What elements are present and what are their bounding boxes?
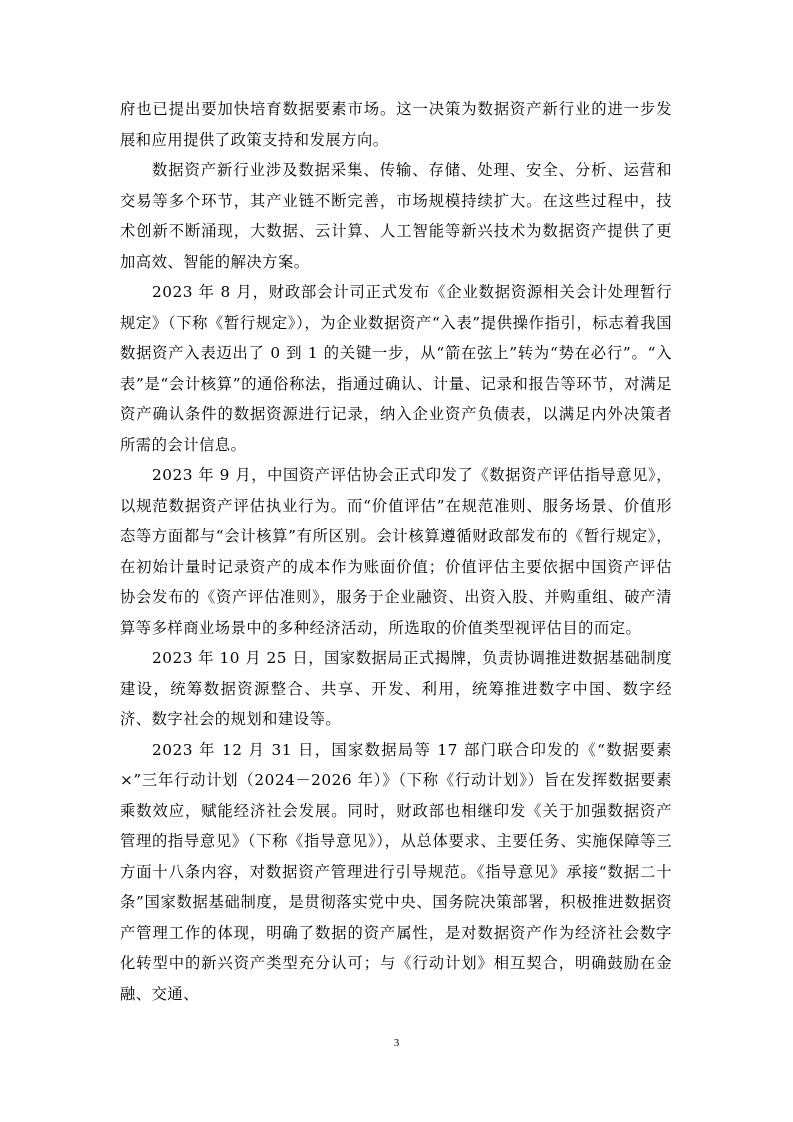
paragraph-valuation-guidance: 2023 年 9 月，中国资产评估协会正式印发了《数据资产评估指导意见》，以规范数据资产评估执业行为。而“价值评估”在规范准则、服务场景、价值形态等方面都与“会计核算”有所区别。会计核算遵循财政部发布的《暂行规定》，在初始计量时记录资产的成本作为账面价值；价值评估主要依据中国资产评估协会发布的《资产评估准则》，服务于企业融资、出资入股、并购重组、破产清算等多样商业场景中的多种经济活动，所选取的价值类型视评估目的而定。 [120, 466, 672, 637]
paragraph-action-plan: 2023 年 12 月 31 日，国家数据局等 17 部门联合印发的《“数据要素×”三年行动计划（2024－2026 年）》（下称《行动计划》）旨在发挥数据要素乘数效应，赋能经济社会发展。同时，财政部也相继印发《关于加强数据资产管理的指导意见》（下称《指导意见》），从总体要求、主要任务、实施保障等三方面十八条内容，对数据资产管理进行引导规范。《指导意见》承接“数据二十条”国家数据基础制度，是贯彻落实党中央、国务院决策部署，积极推进数据资产管理工作的体现，明确了数据的资产属性，是对数据资产作为经济社会数字化转型中的新兴资产类型充分认可；与《行动计划》相互契合，明确鼓励在金融、交通、 [120, 740, 672, 1003]
paragraph-data-bureau: 2023 年 10 月 25 日，国家数据局正式揭牌，负责协调推进数据基础制度建设，统筹数据资源整合、共享、开发、利用，统筹推进数字中国、数字经济、数字社会的规划和建设等。 [120, 649, 672, 728]
page-number: 3 [393, 1037, 400, 1049]
paragraph-continuation: 府也已提出要加快培育数据要素市场。这一决策为数据资产新行业的进一步发展和应用提供了政策支持和发展方向。 [120, 100, 672, 149]
paragraph-accounting-rules: 2023 年 8 月，财政部会计司正式发布《企业数据资源相关会计处理暂行规定》（下称《暂行规定》），为企业数据资产“入表”提供操作指引，标志着我国数据资产入表迈出了 0 到 1 的关键一步，从“箭在弦上”转为“势在必行”。“入表”是“会计核算”的通俗称法，指通过确认、计量、记录和报告等环节，对满足资产确认条件的数据资源进行记录，纳入企业资产负债表，以满足内外决策者所需的会计信息。 [120, 283, 672, 454]
paragraph-industry-chain: 数据资产新行业涉及数据采集、传输、存储、处理、安全、分析、运营和交易等多个环节，其产业链不断完善，市场规模持续扩大。在这些过程中，技术创新不断涌现，大数据、云计算、人工智能等新兴技术为数据资产提供了更加高效、智能的解决方案。 [120, 161, 672, 271]
document-body [120, 94, 672, 1009]
